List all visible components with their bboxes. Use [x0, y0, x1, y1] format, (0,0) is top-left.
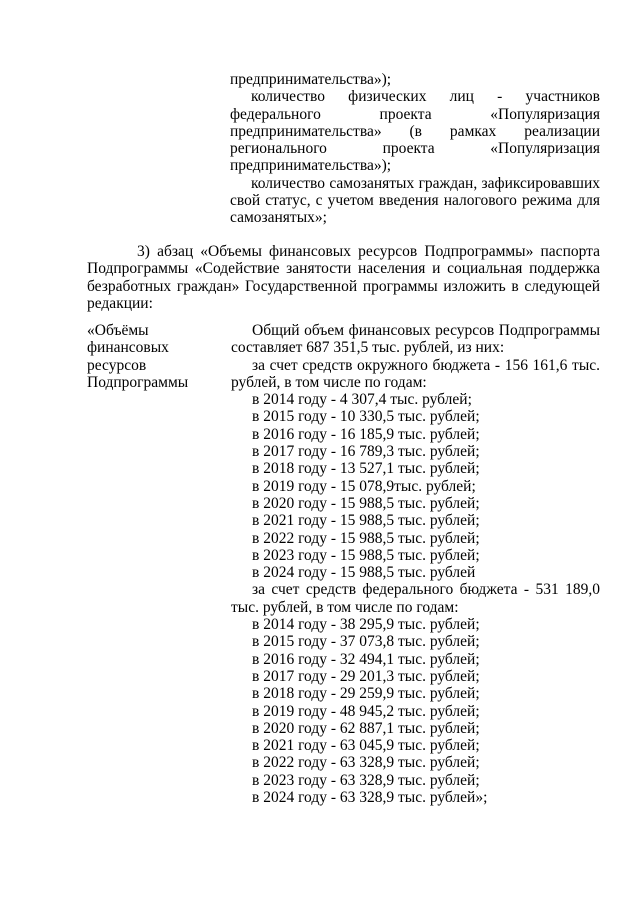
okrug-year-item: в 2014 году - 4 307,4 тыс. рублей;: [252, 391, 472, 409]
federal-year-item: в 2015 году - 37 073,8 тыс. рублей;: [252, 633, 480, 651]
list-item-line: предпринимательства»);: [230, 157, 392, 175]
list-item-line: регионального проекта «Популяризация: [230, 140, 600, 158]
federal-year-item: в 2021 году - 63 045,9 тыс. рублей;: [252, 737, 480, 755]
okrug-year-item: в 2023 году - 15 988,5 тыс. рублей;: [252, 546, 480, 564]
okrug-year-item: в 2016 году - 16 185,9 тыс. рублей;: [252, 425, 480, 443]
okrug-year-item: в 2015 году - 10 330,5 тыс. рублей;: [252, 408, 480, 426]
total-line: Общий объем финансовых ресурсов Подпрограммы: [252, 322, 600, 339]
okrug-line: за счет средств окружного бюджета - 156 161,6 тыс.: [252, 356, 600, 374]
list-item-line: предпринимательства» (в рамках реализации: [230, 122, 600, 140]
federal-year-item: в 2019 году - 48 945,2 тыс. рублей;: [252, 702, 480, 720]
paragraph-line: редакции:: [87, 294, 153, 312]
federal-year-item: в 2020 году - 62 887,1 тыс. рублей;: [252, 719, 480, 737]
list-item-line: федерального проекта «Популяризация: [230, 105, 600, 123]
paragraph-line: безработных граждан» Государственной программы изложить в следующей: [87, 277, 600, 295]
okrug-year-item: в 2019 году - 15 078,9тыс. рублей;: [252, 477, 476, 495]
list-item-line: свой статус, с учетом введения налогового режима для: [230, 192, 600, 210]
okrug-year-item: в 2022 году - 15 988,5 тыс. рублей;: [252, 529, 480, 547]
okrug-year-item: в 2024 году - 15 988,5 тыс. рублей: [252, 564, 476, 582]
federal-year-item: в 2017 году - 29 201,3 тыс. рублей;: [252, 667, 480, 685]
federal-year-item: в 2014 году - 38 295,9 тыс. рублей;: [252, 616, 480, 634]
list-item-line: самозанятых»;: [230, 209, 327, 227]
okrug-year-item: в 2018 году - 13 527,1 тыс. рублей;: [252, 460, 480, 478]
federal-year-item: в 2016 году - 32 494,1 тыс. рублей;: [252, 650, 480, 668]
list-item-line: количество самозанятых граждан, зафиксировавших: [251, 174, 600, 192]
table-value-column: [231, 322, 600, 806]
top-text-block: [230, 71, 600, 227]
federal-year-item: в 2022 году - 63 328,9 тыс. рублей;: [252, 754, 480, 772]
paragraph-line: Подпрограммы «Содействие занятости населения и социальная поддержка: [87, 260, 600, 278]
okrug-line: рублей, в том числе по годам:: [231, 373, 427, 391]
list-item-line: количество физических лиц - участников: [251, 88, 600, 106]
federal-year-item: в 2023 году - 63 328,9 тыс. рублей;: [252, 771, 480, 789]
total-line: составляет 687 351,5 тыс. рублей, из них:: [231, 339, 505, 357]
label-line: финансовых: [87, 339, 169, 357]
table-label-column: [87, 322, 227, 391]
okrug-year-item: в 2021 году - 15 988,5 тыс. рублей;: [252, 512, 480, 530]
federal-line: тыс. рублей, в том числе по годам:: [231, 598, 459, 616]
text-line: предпринимательства»);: [230, 71, 392, 88]
label-line: «Объёмы: [87, 322, 149, 339]
federal-line: за счет средств федерального бюджета - 531 189,0: [252, 581, 600, 599]
label-line: ресурсов: [87, 356, 147, 374]
okrug-year-item: в 2020 году - 15 988,5 тыс. рублей;: [252, 494, 480, 512]
federal-year-item: в 2018 году - 29 259,9 тыс. рублей;: [252, 685, 480, 703]
okrug-year-item: в 2017 году - 16 789,3 тыс. рублей;: [252, 443, 480, 461]
federal-year-item: в 2024 году - 63 328,9 тыс. рублей»;: [252, 789, 488, 807]
label-line: Подпрограммы: [87, 373, 189, 391]
paragraph-3: [87, 243, 600, 312]
paragraph-line: 3) абзац «Объемы финансовых ресурсов Подпрограммы» паспорта: [137, 243, 600, 260]
